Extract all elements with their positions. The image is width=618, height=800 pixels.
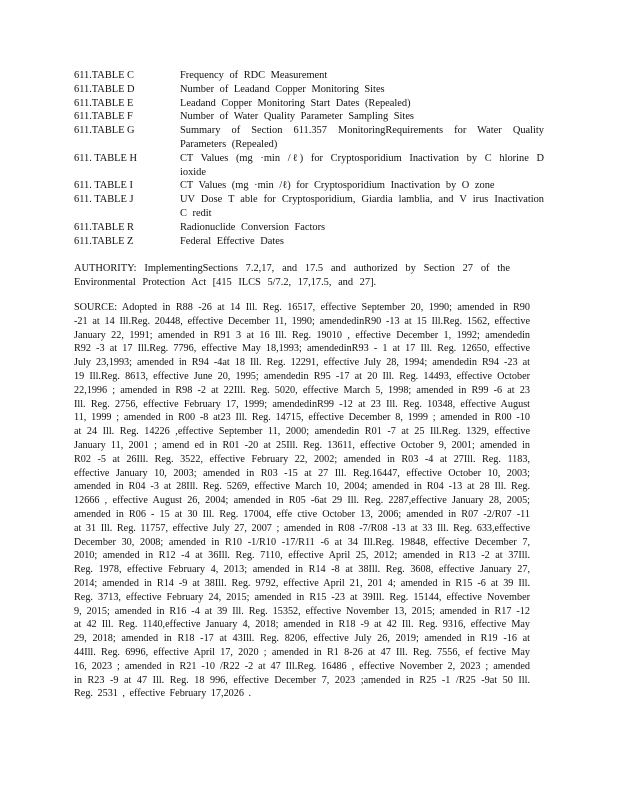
table-of-contents-list [74,69,544,248]
toc-entry [74,221,544,235]
authority-paragraph: AUTHORITY: ImplementingSections 7.2,17, and 17.5 and authorized by Section 27 of the Environmental Protection Act [415 ILCS 5/7.2, 17,17.5, and 27]. [74,263,510,288]
table-reference: 611.TABLE D [74,83,135,95]
toc-entry [74,110,544,124]
table-reference: 611. TABLE J [74,194,134,206]
table-reference: 611.TABLE F [74,111,133,123]
table-reference: 611.TABLE C [74,70,134,81]
table-description: Radionuclide Conversion Factors [180,221,326,233]
table-description: Frequency of RDC Measurement [180,70,328,81]
table-reference: 611. TABLE H [74,152,137,164]
table-description: Leadand Copper Monitoring Start Dates (Repealed) [180,97,411,109]
toc-entry [74,97,544,111]
toc-entry [74,235,544,249]
table-description: CT Values (mg ·min /ℓ) for Cryptosporidium Inactivation by C hlorine D ioxide [180,152,544,178]
table-reference: 611.TABLE Z [74,235,134,247]
table-reference: 611.TABLE E [74,97,134,109]
table-description: Number of Leadand Copper Monitoring Sites [180,83,385,95]
toc-entry [74,152,544,180]
toc-entry [74,193,544,221]
table-description: Federal Effective Dates [180,235,284,247]
table-description: UV Dose T able for Cryptosporidium, Giardia lamblia, and V irus Inactivation C redit [180,194,544,219]
table-description: Number of Water Quality Parameter Sampling Sites [180,111,414,123]
table-description: Summary of Section 611.357 MonitoringRequirements for Water Quality Parameters (Repealed) [180,125,544,150]
table-reference: 611. TABLE I [74,180,133,192]
source-paragraph: SOURCE: Adopted in R88 -26 at 14 Ill. Reg. 16517, effective September 20, 1990; amended in R90 -21 at 14 Ill.Reg. 20448, effective December 11, 1990; amendedinR90 -13 at 15 Ill.Reg. 1562, effective January 22, 1991; amended in R91 3 at 16 Ill. Reg. 19010 , effective December 1, 1992; amendedin R92 -3 at 17 Ill.Reg. 7796, effective May 18,1993; amendedinR93 - 1 at 17 Ill. Reg. 12650, effective July 23,1993; amended in R94 -4at 18 Ill. Reg. 12291, effective July 28, 1994; amendedin R94 -23 at 19 Ill.Reg. 8613, effective June 20, 1995; amendedin R95 -17 at 20 Ill. Reg. 14493, effective October 22,1996 ; amended in R98 -2 at 22Ill. Reg. 5020, effective March 5, 1998; amended in R99 -6 at 23 Ill. Reg. 2756, effective February 17, 1999; amendedinR99 -12 at 23 Ill. Reg. 10348, effective August 11, 1999 ; amended in R00 -8 at23 Ill. Reg. 14715, effective December 8, 1999 ; amended in R00 -10 at 24 Ill. Reg. 14226 ,effective September 11, 2000; amendedin R01 -7 at 25 Ill.Reg. 1329, effective January 11, 2001 ; amend ed in R01 -20 at 25Ill. Reg. 13611, effective October 9, 2001; amended in R02 -5 at 26Ill. Reg. 3522, effective February 22, 2002; amended in R03 -4 at 27Ill. Reg. 1183, effective January 10, 2003; amended in R03 -15 at 27 Ill. Reg.16447, effective October 10, 2003; amended in R04 -3 at 28Ill. Reg. 5269, effective March 10, 2004; amended in R04 -13 at 28 Ill. Reg. 12666 , effective August 26, 2004; amended in R05 -6at 29 Ill. Reg. 2287,effective January 28, 2005; amended in R06 - 15 at 30 Ill. Reg. 17004, effe ctive October 13, 2006; amended in R07 -2/R07 -11 at 31 Ill. Reg. 11757, effective July 27, 2007 ; amended in R08 -7/R08 -13 at 33 Ill. Reg. 633,effective December 30, 2008; amended in R10 -1/R10 -17/R11 -6 at 34 Ill.Reg. 19848, effective December 7, 2010; amended in R12 -4 at 36Ill. Reg. 7110, effective April 25, 2012; amended in R13 -2 at 37Ill. Reg. 1978, effective February 4, 2013; amended in R14 -8 at 38Ill. Reg. 3608, effective January 27, 2014; amended in R14 -9 at 38Ill. Reg. 9792, effective April 21, 201 4; amended in R15 -6 at 39 Ill. Reg. 3713, effective February 24, 2015; amended in R15 -23 at 39Ill. Reg. 15144, effective November 9, 2015; amended in R16 -4 at 39 Ill. Reg. 15352, effective November 13, 2015; amended in R17 -12 at 42 Ill. Reg. 1140,effective January 4, 2018; amended in R18 -9 at 42 Ill. Reg. 9316, effective May 29, 2018; amended in R18 -17 at 43Ill. Reg. 8206, effective July 26, 2019; amended in R19 -16 at 44Ill. Reg. 6996, effective April 17, 2020 ; amended in R1 8-26 at 47 Ill. Reg. 7556, ef fective May 16, 2023 ; amended in R21 -10 /R22 -2 at 47 Ill.Reg. 16486 , effective November 2, 2023 ; amended in R23 -9 at 47 Ill. Reg. 18 996, effective December 7, 2023 ;amended in R25 -1 /R25 -9at 50 Ill. Reg. 2531 , effective February 17,2026 . [74,302,530,700]
toc-entry [74,69,544,83]
toc-entry [74,179,544,193]
table-reference: 611.TABLE R [74,221,134,233]
table-description: CT Values (mg ·min /ℓ) for Cryptosporidium Inactivation by O zone [180,180,495,192]
table-reference: 611.TABLE G [74,125,135,137]
toc-entry [74,124,544,152]
toc-entry [74,83,544,97]
